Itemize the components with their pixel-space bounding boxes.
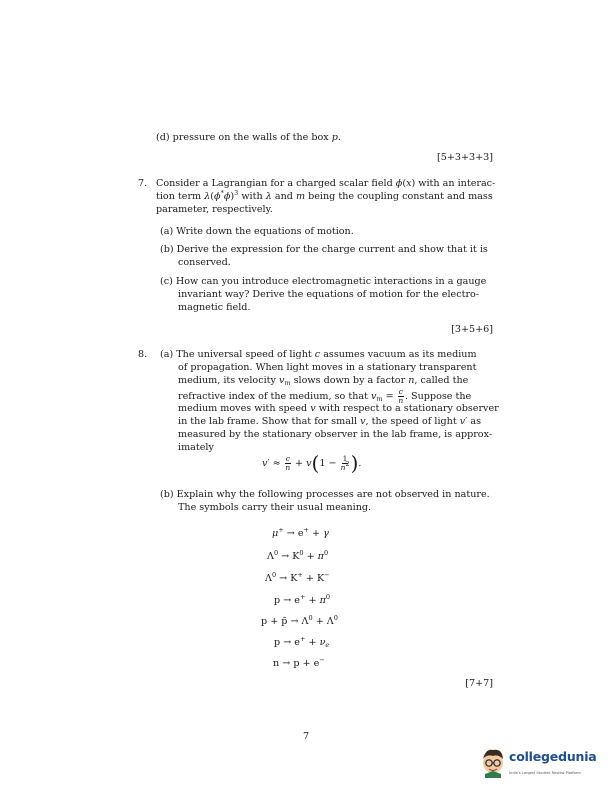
q8-part-b-line-1: (b) Explain why the following processes are not observed in nature. bbox=[160, 489, 490, 500]
q8-part-b-line-2: The symbols carry their usual meaning. bbox=[178, 502, 372, 513]
collegedunia-logo bbox=[478, 744, 598, 780]
logo-wordmark: collegedunia bbox=[509, 749, 597, 764]
q8-part-a-line-8: imately bbox=[178, 442, 214, 453]
q8-part-a-line-2: of propagation. When light moves in a stationary transparent bbox=[178, 362, 477, 373]
q8-part-a-line-1: (a) The universal speed of light c assumes vacuum as its medium bbox=[160, 349, 477, 360]
q8-marks: [7+7] bbox=[465, 678, 493, 689]
q7-marks: [3+5+6] bbox=[451, 324, 493, 335]
process-6: $p \to e^+ + \nu_e$ bbox=[274, 635, 330, 649]
q8-part-a-line-3: medium, its velocity $v_m$ slows down by a factor n, called the bbox=[178, 375, 469, 387]
q8-part-a-line-5: medium moves with speed v with respect to a stationary observer bbox=[178, 403, 499, 414]
q8-part-a-line-6: in the lab frame. Show that for small v, the speed of light v′ as bbox=[178, 416, 482, 427]
process-7: n → p + e− bbox=[273, 656, 325, 669]
q7-intro-line-3: parameter, respectively. bbox=[156, 204, 273, 215]
process-5: p + p̄ → $\Lambda^0 + \Lambda^0$ bbox=[261, 614, 338, 627]
q7-part-c-line-2: invariant way? Derive the equations of motion for the electro- bbox=[178, 289, 480, 300]
page-number: 7 bbox=[303, 731, 310, 742]
q7-part-c-line-3: magnetic field. bbox=[178, 302, 251, 313]
logo-tagline: India's Largest Student Review Platform bbox=[509, 771, 581, 775]
process-4: $p \to e^+ + \pi^0$ bbox=[274, 593, 331, 606]
q6-part-d: (d) pressure on the walls of the box p. bbox=[156, 132, 341, 143]
q7-part-a: (a) Write down the equations of motion. bbox=[160, 226, 354, 237]
q8-number: 8. bbox=[138, 349, 148, 360]
q7-part-b-line-2: conserved. bbox=[178, 257, 231, 268]
q7-part-c-line-1: (c) How can you introduce electromagnetic interactions in a gauge bbox=[160, 276, 487, 287]
process-1: μ+ → e+ + γ bbox=[272, 526, 329, 539]
process-2: $\Lambda^0 \to K^0 + \pi^0$ bbox=[267, 549, 329, 562]
q8-part-a-line-4: refractive index of the medium, so that $v_m$ = $\frac{c}{n}$ . Suppose the bbox=[178, 387, 472, 405]
q8-formula: v′ ≈ $\frac{c}{n}$ + v(1 − $\frac{1}{n^2}$ ). bbox=[262, 450, 362, 475]
q6-marks: [5+3+3+3] bbox=[436, 152, 493, 163]
mascot-icon bbox=[478, 746, 508, 778]
q7-part-b-line-1: (b) Derive the expression for the charge current and show that it is bbox=[160, 244, 488, 255]
q7-intro-line-2: tion term $\lambda(\phi^*\phi)^3$ with λ and m being the coupling constant and mass bbox=[156, 189, 493, 202]
q8-part-a-line-7: measured by the stationary observer in the lab frame, is approx- bbox=[178, 429, 493, 440]
q7-intro-line-1: Consider a Lagrangian for a charged scalar field ϕ(x) with an interac- bbox=[156, 178, 496, 189]
process-3: $\Lambda^0 \to K^+ + K^-$ bbox=[265, 571, 330, 584]
q7-number: 7. bbox=[138, 178, 148, 189]
